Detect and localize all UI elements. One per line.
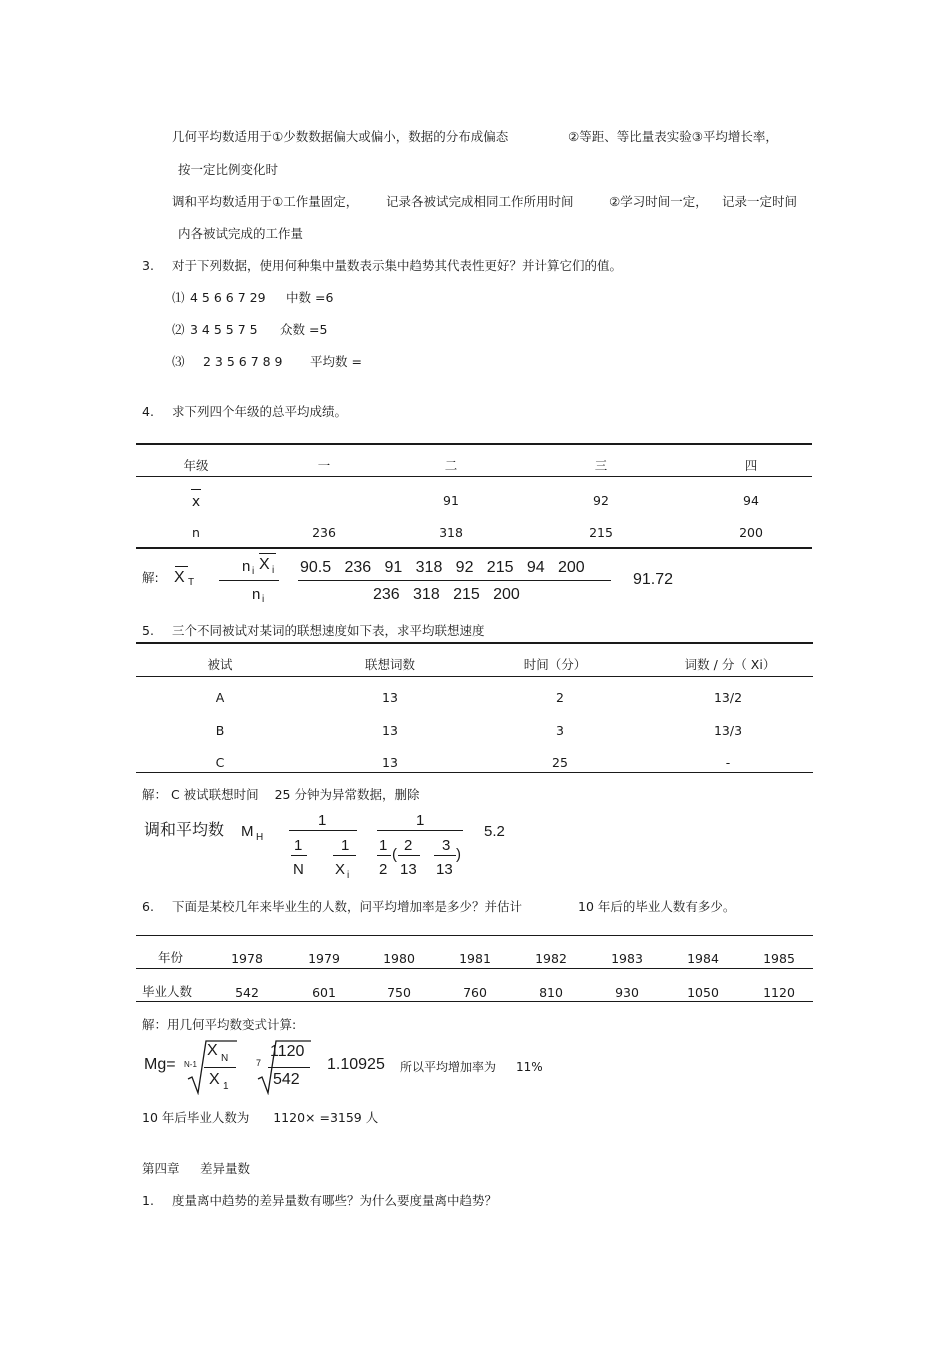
q5-row-a-subject: A: [215, 690, 225, 705]
chapter-4-label: 第四章: [142, 1161, 180, 1176]
xt-symbol: X: [174, 569, 185, 586]
mg-symbol: Mg=: [144, 1056, 176, 1073]
fraction-bar-left: [219, 580, 279, 581]
q6-year-1979: 1979: [308, 951, 340, 966]
q5-row-c-words: 13: [382, 755, 398, 770]
table-rule-bottom: [136, 1001, 813, 1002]
q3-item2-result: 众数 =5: [280, 322, 328, 337]
q5-row-c-time: 25: [552, 755, 568, 770]
fraction-bar-right: [298, 580, 611, 581]
x1-subscript: 1: [223, 1081, 229, 1092]
q4-n-1: 236: [312, 525, 336, 540]
root-index-7: 7: [256, 1058, 262, 1068]
mh-subscript: H: [256, 832, 264, 843]
q3-item2-label: ⑵: [172, 322, 185, 337]
harmonic-mean-line2: 内各被试完成的工作量: [178, 226, 304, 241]
q3-item1-data: 4 5 6 6 7 29: [190, 290, 266, 305]
q6-grads-1985: 1120: [763, 985, 795, 1000]
q6-solution-text: 解：用几何平均数变式计算:: [142, 1017, 297, 1032]
x1-letter: X: [209, 1071, 220, 1088]
harmonic-mean-line1-b: 记录各被试完成相同工作所用时间: [386, 194, 574, 209]
q5-row-b-subject: B: [215, 723, 225, 738]
one-over-xi-bar: [333, 855, 356, 856]
num-x: X: [259, 556, 270, 573]
table-rule-header: [136, 676, 813, 677]
q6-year-1983: 1983: [611, 951, 643, 966]
left-num-1: 1: [318, 812, 327, 829]
rate-text: 所以平均增加率为: [400, 1060, 497, 1074]
frac-3-13-bar: [434, 855, 456, 856]
one-over-n-bar: [291, 855, 307, 856]
frac-bar-1120-542: [268, 1067, 310, 1068]
q4-header-4: 四: [744, 458, 758, 473]
q5-result: 5.2: [484, 823, 505, 840]
q5-row-a-rate: 13/2: [713, 690, 743, 705]
q6-grads-label: 毕业人数: [142, 984, 193, 999]
q6-year-label: 年份: [158, 950, 184, 965]
harmonic-mean-line1: 调和平均数适用于①工作量固定，: [172, 194, 359, 209]
q4-result: 91.72: [633, 571, 674, 588]
q3-item1-result: 中数 =6: [286, 290, 334, 305]
harmonic-mean-line1-d: 记录一定时间: [722, 194, 798, 209]
q6-grads-1982: 810: [539, 985, 563, 1000]
harmonic-label: 调和平均数: [144, 820, 225, 839]
q5-row-a-words: 13: [382, 690, 398, 705]
frac-3-13-den: 13: [436, 861, 453, 878]
q6-year-1984: 1984: [687, 951, 719, 966]
frac-numerator-1120: 1120: [270, 1043, 305, 1060]
half-num: 1: [379, 837, 388, 854]
den-n-sub: i: [262, 594, 265, 605]
q5-row-b-words: 13: [382, 723, 398, 738]
table-rule-bottom: [136, 547, 812, 549]
q5-row-b-rate: 13/3: [713, 723, 743, 738]
q4-text: 求下列四个年级的总平均成绩。: [172, 404, 348, 419]
q4-header-2: 二: [444, 458, 458, 473]
q6-text-cont: 10 年后的毕业人数有多少。: [578, 899, 736, 914]
numerator-values: 90.5 236 91 318 92 215 94 200: [300, 559, 585, 576]
one-over-n-num: 1: [294, 837, 303, 854]
q4-header-1: 一: [317, 458, 331, 473]
q6-grads-1979: 601: [312, 985, 336, 1000]
q3-item3-data: 2 3 5 6 7 8 9: [203, 354, 283, 369]
q5-header-words: 联想词数: [364, 657, 415, 672]
q6-grads-1981: 760: [463, 985, 487, 1000]
mh-symbol: M: [241, 823, 254, 840]
ch4-q1-text: 度量离中趋势的差异量数有哪些？为什么要度量离中趋势？: [172, 1193, 498, 1208]
geo-mean-line1: 几何平均数适用于①少数数据偏大或偏小，数据的分布成偏态: [172, 129, 509, 144]
q5-header-time: 时间（分）: [523, 657, 587, 672]
q4-n-4: 200: [739, 525, 763, 540]
table-rule-bottom: [136, 772, 813, 773]
num-x-sub: i: [272, 565, 275, 576]
q6-grads-1978: 542: [235, 985, 259, 1000]
frac-2-13-bar: [398, 855, 420, 856]
q3-item2-data: 3 4 5 5 7 5: [190, 322, 258, 337]
frac-denominator-542: 542: [273, 1071, 300, 1088]
q6-year-1980: 1980: [383, 951, 415, 966]
q6-year-1981: 1981: [459, 951, 491, 966]
xi-subscript: i: [347, 870, 350, 881]
half-bar: [377, 855, 391, 856]
geo-mean-line1-cont: ②等距、等比量表实验③平均增长率，: [568, 129, 778, 144]
q6-year-1985: 1985: [763, 951, 795, 966]
q4-header-grade: 年级: [183, 458, 209, 473]
paren-right: ): [456, 846, 461, 863]
q5-solution-text: 解： C 被试联想时间 25 分钟为异常数据，删除: [142, 787, 420, 802]
q3-text: 对于下列数据，使用何种集中量数表示集中趋势其代表性更好？并计算它们的值。: [172, 258, 623, 273]
q5-text: 三个不同被试对某词的联想速度如下表，求平均联想速度: [172, 623, 485, 638]
q4-row-xbar-label: x: [191, 494, 201, 510]
xt-subscript: T: [188, 577, 195, 588]
table-rule-middle: [136, 968, 813, 969]
xn-letter: X: [207, 1042, 218, 1059]
num-xi-overline: [259, 553, 276, 554]
q5-row-c-rate: -: [725, 755, 731, 770]
q4-xbar-3: 92: [593, 493, 609, 508]
right-num-1: 1: [416, 812, 425, 829]
q4-row-n-label: n: [192, 525, 200, 540]
q6-grads-1983: 930: [615, 985, 639, 1000]
geo-mean-line2: 按一定比例变化时: [178, 162, 279, 177]
frac-2-13-den: 13: [400, 861, 417, 878]
ch4-q1-number: 1.: [142, 1193, 154, 1208]
q6-year-1982: 1982: [535, 951, 567, 966]
frac-2-13-num: 2: [404, 837, 413, 854]
den-n: n: [252, 586, 261, 603]
q6-grads-1980: 750: [387, 985, 411, 1000]
one-over-xi-num: 1: [341, 837, 350, 854]
num-n: n: [242, 558, 251, 575]
q3-item1-label: ⑴: [172, 290, 185, 305]
xt-overline: [175, 566, 188, 567]
denominator-values: 236 318 215 200: [373, 586, 520, 603]
left-frac-bar: [289, 830, 357, 831]
q3-item3-label: ⑶: [172, 354, 185, 369]
frac-3-13-num: 3: [442, 837, 451, 854]
q4-number: 4.: [142, 404, 154, 419]
q4-xbar-2: 91: [443, 493, 459, 508]
table-rule-header: [136, 476, 812, 477]
num-n-sub: i: [252, 566, 255, 577]
q4-xbar-4: 94: [743, 493, 759, 508]
right-frac-bar: [377, 830, 463, 831]
q5-row-a-time: 2: [556, 690, 564, 705]
root-index-n-1: N-1: [184, 1060, 197, 1069]
q4-solution-label: 解:: [142, 570, 159, 585]
chapter-4-title: 差异量数: [200, 1161, 251, 1176]
q6-grads-1984: 1050: [687, 985, 719, 1000]
q5-header-subject: 被试: [207, 657, 233, 672]
q6-number: 6.: [142, 899, 154, 914]
rate-value: 11%: [516, 1060, 543, 1074]
xbar-overline: [191, 489, 201, 490]
q4-n-2: 318: [439, 525, 463, 540]
q5-row-b-time: 3: [556, 723, 564, 738]
q6-future-estimate: 10 年后毕业人数为 1120× =3159 人: [142, 1110, 379, 1125]
mg-value: 1.10925: [327, 1056, 385, 1073]
q3-number: 3.: [142, 258, 154, 273]
table-rule-top: [136, 443, 812, 445]
q5-header-rate: 词数 / 分（ Xi）: [684, 657, 776, 672]
n-letter: N: [293, 861, 304, 878]
xi-letter: X: [335, 861, 346, 878]
q3-item3-result: 平均数 =: [310, 354, 362, 369]
xn-over-x1-bar: [204, 1067, 236, 1068]
q6-year-1978: 1978: [231, 951, 263, 966]
table-rule-top: [136, 935, 813, 936]
xn-subscript: N: [221, 1053, 229, 1064]
q4-n-3: 215: [589, 525, 613, 540]
q4-header-3: 三: [594, 458, 608, 473]
harmonic-mean-line1-c: ②学习时间一定，: [609, 194, 708, 209]
half-den: 2: [379, 861, 388, 878]
q5-row-c-subject: C: [215, 755, 225, 770]
q6-text: 下面是某校几年来毕业生的人数，问平均增加率是多少？并估计: [172, 899, 523, 914]
table-rule-top: [136, 642, 813, 644]
q5-number: 5.: [142, 623, 154, 638]
paren-left: (: [392, 846, 397, 863]
